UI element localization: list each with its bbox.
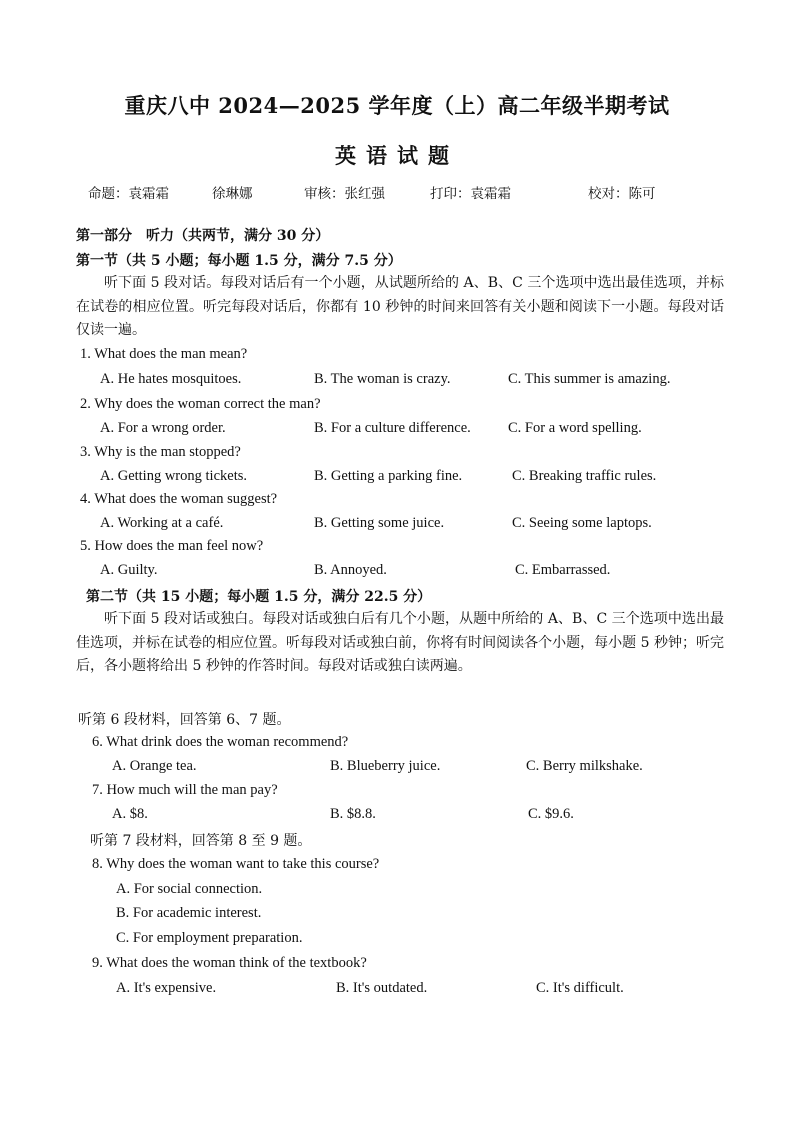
part1-heading: 第一部分 听力（共两节，满分 30 分） [76,228,330,244]
q4-option-c[interactable]: C. Seeing some laptops. [512,515,652,531]
staff-proofreader: 校对：陈可 [588,186,656,202]
q9-option-b[interactable]: B. It's outdated. [336,980,428,996]
q9-option-c[interactable]: C. It's difficult. [536,980,624,996]
q1-option-b[interactable]: B. The woman is crazy. [314,371,451,387]
q8-option-b[interactable]: B. For academic interest. [116,905,262,921]
q9-option-a[interactable]: A. It's expensive. [116,980,217,996]
q6-option-b[interactable]: B. Blueberry juice. [330,758,441,774]
q4-option-b[interactable]: B. Getting some juice. [314,515,445,531]
question-1-stem: 1. What does the man mean? [80,346,248,362]
q7-option-c[interactable]: C. $9.6. [528,806,574,822]
q3-option-b[interactable]: B. Getting a parking fine. [314,468,463,484]
question-5-stem: 5. How does the man feel now? [80,538,264,554]
q3-option-a[interactable]: A. Getting wrong tickets. [100,468,247,484]
q5-option-c[interactable]: C. Embarrassed. [515,562,611,578]
q4-option-a[interactable]: A. Working at a café. [100,515,224,531]
q5-option-a[interactable]: A. Guilty. [100,562,158,578]
question-4-stem: 4. What does the woman suggest? [80,491,278,507]
q1-option-a[interactable]: A. He hates mosquitoes. [100,371,242,387]
q2-option-b[interactable]: B. For a culture difference. [314,420,471,436]
question-3-stem: 3. Why is the man stopped? [80,444,241,460]
q2-option-c[interactable]: C. For a word spelling. [508,420,642,436]
question-7-stem: 7. How much will the man pay? [92,782,278,798]
section1-heading: 第一节（共 5 小题；每小题 1.5 分，满分 7.5 分） [76,253,402,269]
q8-option-a[interactable]: A. For social connection. [116,881,263,897]
question-6-stem: 6. What drink does the woman recommend? [92,734,349,750]
q2-option-a[interactable]: A. For a wrong order. [100,420,226,436]
q6-option-a[interactable]: A. Orange tea. [112,758,197,774]
exam-title: 重庆八中 2024—2025 学年度（上）高二年级半期考试 [124,93,670,118]
staff-setter: 命题：袁霜霜 [88,186,169,202]
q7-option-b[interactable]: B. $8.8. [330,806,376,822]
section2-note-6: 听第 6 段材料，回答第 6、7 题。 [78,712,291,728]
question-9-stem: 9. What does the woman think of the textbook? [92,955,367,971]
q6-option-c[interactable]: C. Berry milkshake. [526,758,643,774]
section1-instructions: 听下面 5 段对话。每段对话后有一个小题，从试题所给的 A、B、C 三个选项中选出最佳选项，并标在试卷的相应位置。听完每段对话后，你都有 10 秒钟的时间来回答有关小题和阅读下一小题。每段对话仅读一遍。 [76,275,724,338]
staff-reviewer: 审核：张红强 [304,186,385,202]
section2-note-7: 听第 7 段材料，回答第 8 至 9 题。 [90,833,312,849]
question-8-stem: 8. Why does the woman want to take this course? [92,856,380,872]
staff-credits [88,182,738,202]
section2-heading: 第二节（共 15 小题；每小题 1.5 分，满分 22.5 分） [86,589,432,605]
subject-title: 英语试题 [335,143,459,168]
q3-option-c[interactable]: C. Breaking traffic rules. [512,468,657,484]
staff-setter-2: 徐琳娜 [212,186,253,202]
question-2-stem: 2. Why does the woman correct the man? [80,396,321,412]
q1-option-c[interactable]: C. This summer is amazing. [508,371,671,387]
q7-option-a[interactable]: A. $8. [112,806,148,822]
staff-printer: 打印：袁霜霜 [430,186,511,202]
q5-option-b[interactable]: B. Annoyed. [314,562,387,578]
section2-instructions: 听下面 5 段对话或独白。每段对话或独白后有几个小题，从题中所给的 A、B、C 三个选项中选出最佳选项，并标在试卷的相应位置。听每段对话或独白前，你将有时间阅读各个小题，每小题 5 秒钟；听完后，各小题将给出 5 秒钟的作答时间。每段对话或独白读两遍。 [76,611,724,674]
q8-option-c[interactable]: C. For employment preparation. [116,930,303,946]
